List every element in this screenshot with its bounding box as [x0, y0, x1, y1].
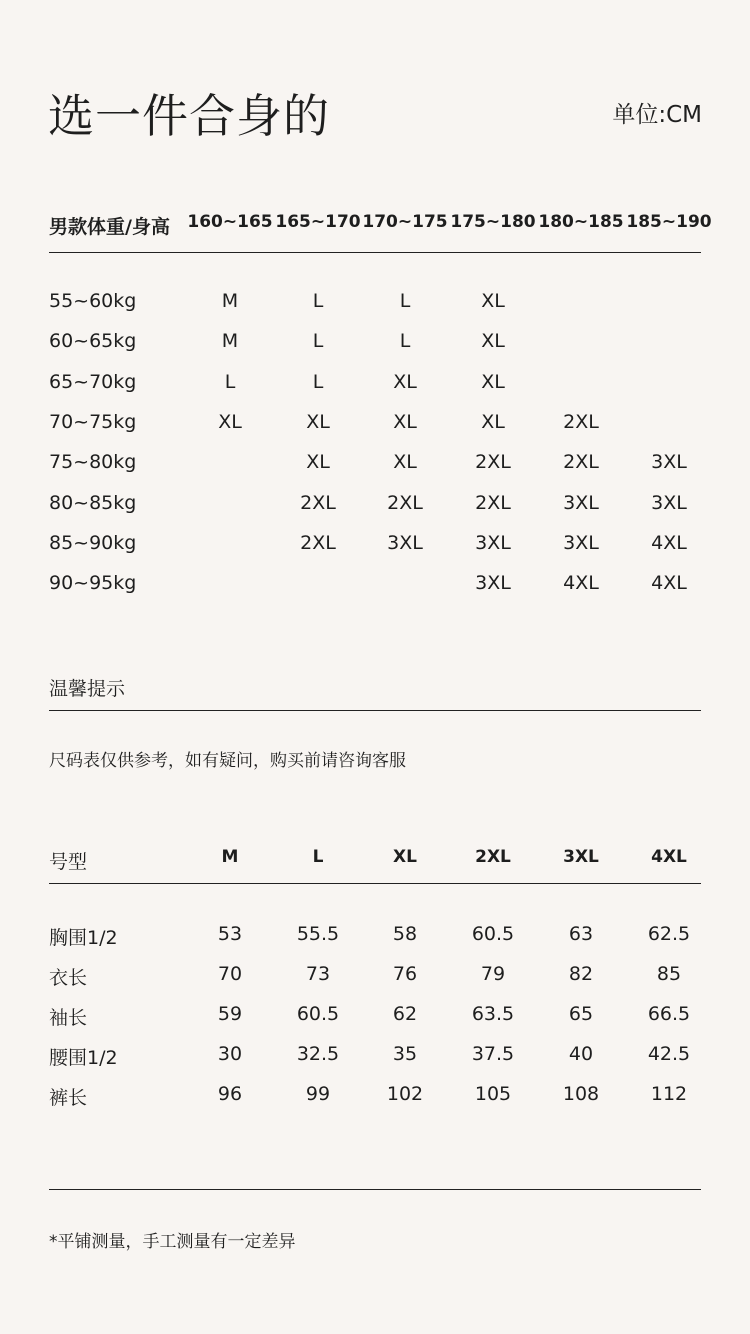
size-cell: XL: [481, 290, 505, 312]
row-label: 70~75kg: [49, 410, 137, 433]
size-cell: L: [312, 370, 324, 393]
measurement-cell: 73: [305, 963, 331, 985]
row-label: 65~70kg: [49, 370, 137, 393]
size-cell: 2XL: [475, 451, 511, 474]
measurement-cell: 105: [474, 1083, 512, 1105]
size-column-header: L: [312, 847, 324, 867]
size-cell: 3XL: [563, 531, 599, 554]
size-cell: XL: [306, 451, 330, 474]
size-cell: XL: [481, 370, 505, 393]
divider: [49, 1189, 701, 1190]
size-cell: M: [221, 330, 239, 353]
divider: [49, 252, 701, 253]
size-cell: L: [312, 330, 324, 353]
tips-title: 温馨提示: [49, 678, 126, 700]
measurement-cell: 63.5: [471, 1003, 515, 1025]
measurement-cell: 37.5: [471, 1043, 515, 1065]
row-label: 腰围1/2: [49, 1047, 118, 1069]
size-cell: XL: [306, 410, 330, 433]
divider: [49, 710, 701, 711]
height-column-header: 175~180: [450, 212, 536, 232]
size-cell: 2XL: [387, 491, 423, 514]
size-cell: 3XL: [475, 531, 511, 554]
measurement-cell: 112: [650, 1083, 688, 1105]
size-cell: 3XL: [651, 451, 687, 474]
size-cell: 4XL: [651, 531, 687, 554]
row-label: 80~85kg: [49, 491, 137, 514]
measurement-cell: 66.5: [647, 1003, 691, 1025]
measurement-cell: 59: [217, 1003, 243, 1025]
measurement-cell: 63: [568, 923, 594, 945]
footnote: *平铺测量，手工测量有一定差异: [49, 1232, 296, 1252]
measurement-cell: 55.5: [296, 923, 340, 945]
row-label: 90~95kg: [49, 572, 137, 595]
size-cell: 3XL: [563, 491, 599, 514]
size-cell: 2XL: [563, 451, 599, 474]
size-column-header: 2XL: [475, 847, 511, 867]
measurement-cell: 32.5: [296, 1043, 340, 1065]
measurement-cell: 65: [568, 1003, 594, 1025]
measurement-cell: 108: [562, 1083, 600, 1105]
size-cell: 2XL: [475, 491, 511, 514]
size-column-header: XL: [393, 847, 417, 867]
size-cell: L: [399, 290, 411, 312]
height-column-header: 180~185: [538, 212, 624, 232]
row-label: 袖长: [49, 1007, 88, 1029]
measurement-cell: 42.5: [647, 1043, 691, 1065]
tips-text: 尺码表仅供参考，如有疑问，购买前请咨询客服: [49, 751, 406, 771]
size-cell: 2XL: [300, 531, 336, 554]
size-cell: XL: [218, 410, 242, 433]
measurement-cell: 62: [392, 1003, 418, 1025]
row-label: 衣长: [49, 967, 88, 989]
page-title: 选一件合身的: [48, 89, 330, 143]
row-label: 85~90kg: [49, 531, 137, 554]
size-cell: L: [399, 330, 411, 353]
size-cell: XL: [393, 451, 417, 474]
measurement-corner-label: 号型: [49, 851, 88, 873]
size-cell: 3XL: [387, 531, 423, 554]
size-column-header: 4XL: [651, 847, 687, 867]
size-cell: XL: [393, 370, 417, 393]
size-cell: XL: [393, 410, 417, 433]
measurement-cell: 35: [392, 1043, 418, 1065]
measurement-cell: 60.5: [296, 1003, 340, 1025]
divider: [49, 883, 701, 884]
size-cell: 3XL: [651, 491, 687, 514]
size-cell: L: [312, 290, 324, 312]
measurement-cell: 102: [386, 1083, 424, 1105]
measurement-cell: 53: [217, 923, 243, 945]
size-cell: 2XL: [563, 410, 599, 433]
measurement-cell: 96: [217, 1083, 243, 1105]
measurement-cell: 40: [568, 1043, 594, 1065]
size-cell: XL: [481, 330, 505, 353]
unit-label: 单位:CM: [612, 102, 702, 128]
height-column-header: 165~170: [275, 212, 361, 232]
size-column-header: M: [221, 847, 239, 867]
measurement-cell: 79: [480, 963, 506, 985]
size-cell: 2XL: [300, 491, 336, 514]
measurement-cell: 58: [392, 923, 418, 945]
size-cell: 4XL: [563, 572, 599, 595]
row-label: 75~80kg: [49, 451, 137, 474]
measurement-cell: 70: [217, 963, 243, 985]
size-cell: M: [221, 290, 239, 312]
size-cell: L: [224, 370, 236, 393]
size-column-header: 3XL: [563, 847, 599, 867]
height-column-header: 185~190: [626, 212, 712, 232]
measurement-cell: 76: [392, 963, 418, 985]
height-column-header: 170~175: [362, 212, 448, 232]
row-label: 55~60kg: [49, 290, 137, 312]
size-chart-corner-label: 男款体重/身高: [49, 216, 170, 238]
measurement-cell: 62.5: [647, 923, 691, 945]
measurement-cell: 82: [568, 963, 594, 985]
size-cell: 3XL: [475, 572, 511, 595]
height-column-header: 160~165: [187, 212, 273, 232]
row-label: 裤长: [49, 1087, 88, 1109]
measurement-cell: 60.5: [471, 923, 515, 945]
size-cell: 4XL: [651, 572, 687, 595]
measurement-cell: 99: [305, 1083, 331, 1105]
measurement-cell: 30: [217, 1043, 243, 1065]
row-label: 60~65kg: [49, 330, 137, 353]
measurement-cell: 85: [656, 963, 682, 985]
size-cell: XL: [481, 410, 505, 433]
row-label: 胸围1/2: [49, 927, 118, 949]
